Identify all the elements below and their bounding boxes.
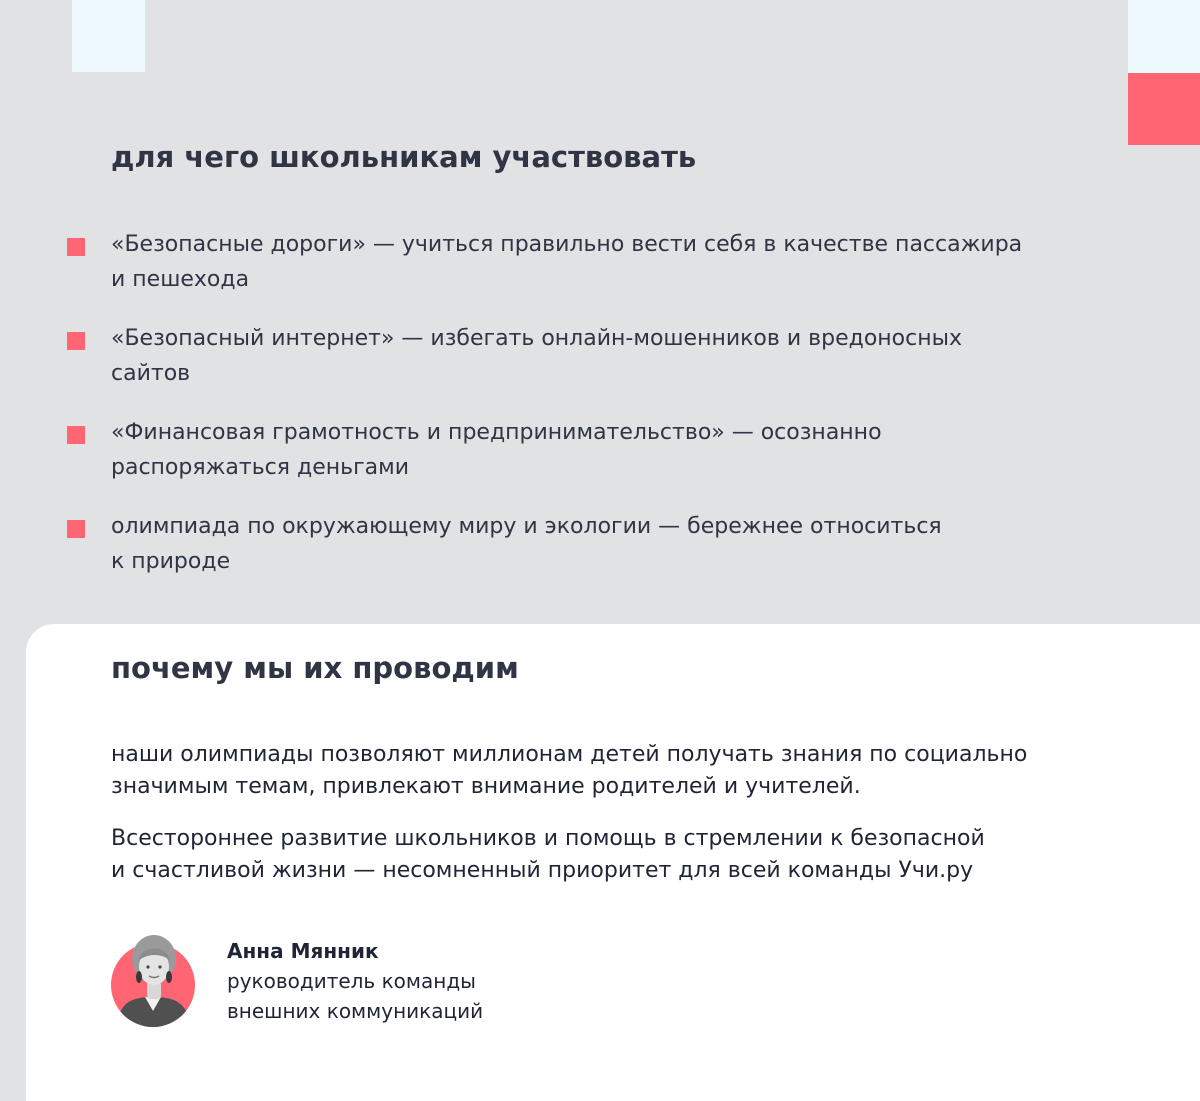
paragraph-line: и счастливой жизни — несомненный приоритет для всей команды Учи.ру <box>111 858 974 883</box>
list-item-line: «Финансовая грамотность и предпринимательство» — осознанно <box>111 420 882 445</box>
reasons-title: почему мы их проводим <box>111 651 519 685</box>
list-item <box>111 510 1091 579</box>
list-item-line: «Безопасный интернет» — избегать онлайн-мошенников и вредоносных <box>111 326 962 351</box>
decorative-red-square-top-right <box>1128 73 1200 145</box>
list-item-line: распоряжаться деньгами <box>111 454 410 480</box>
author-role-line: руководитель команды <box>227 969 476 993</box>
list-item <box>111 416 1091 485</box>
paragraph-line: Всестороннее развитие школьников и помощь в стремлении к безопасной <box>111 826 985 851</box>
paragraph-line: значимым темам, привлекают внимание родителей и учителей. <box>111 774 861 799</box>
red-square-bullet-icon <box>67 520 85 538</box>
red-square-bullet-icon <box>67 238 85 256</box>
decorative-light-square-top-left <box>72 0 145 72</box>
list-item-line: «Безопасные дороги» — учиться правильно вести себя в качестве пассажира <box>111 232 1023 257</box>
list-item-line: олимпиада по окружающему миру и экологии — бережнее относиться <box>111 514 942 539</box>
red-square-bullet-icon <box>67 332 85 350</box>
participation-title: для чего школьникам участвовать <box>111 140 697 174</box>
list-item-line: и пешехода <box>111 266 250 292</box>
paragraph-line: наши олимпиады позволяют миллионам детей получать знания по социально <box>111 742 1028 767</box>
list-item <box>111 322 1091 391</box>
list-item-line: сайтов <box>111 360 191 386</box>
reasons-paragraph <box>111 739 1027 803</box>
reasons-card <box>26 624 1200 1101</box>
author-name: Анна Мянник <box>227 939 379 963</box>
list-item-line: к природе <box>111 548 231 574</box>
avatar <box>111 931 195 1027</box>
person-portrait-icon <box>111 931 195 1027</box>
decorative-light-square-top-right <box>1128 0 1200 73</box>
red-square-bullet-icon <box>67 426 85 444</box>
author-role-line: внешних коммуникаций <box>227 999 484 1023</box>
list-item <box>111 228 1091 297</box>
reasons-paragraph <box>111 823 985 887</box>
author-info <box>227 936 483 1026</box>
